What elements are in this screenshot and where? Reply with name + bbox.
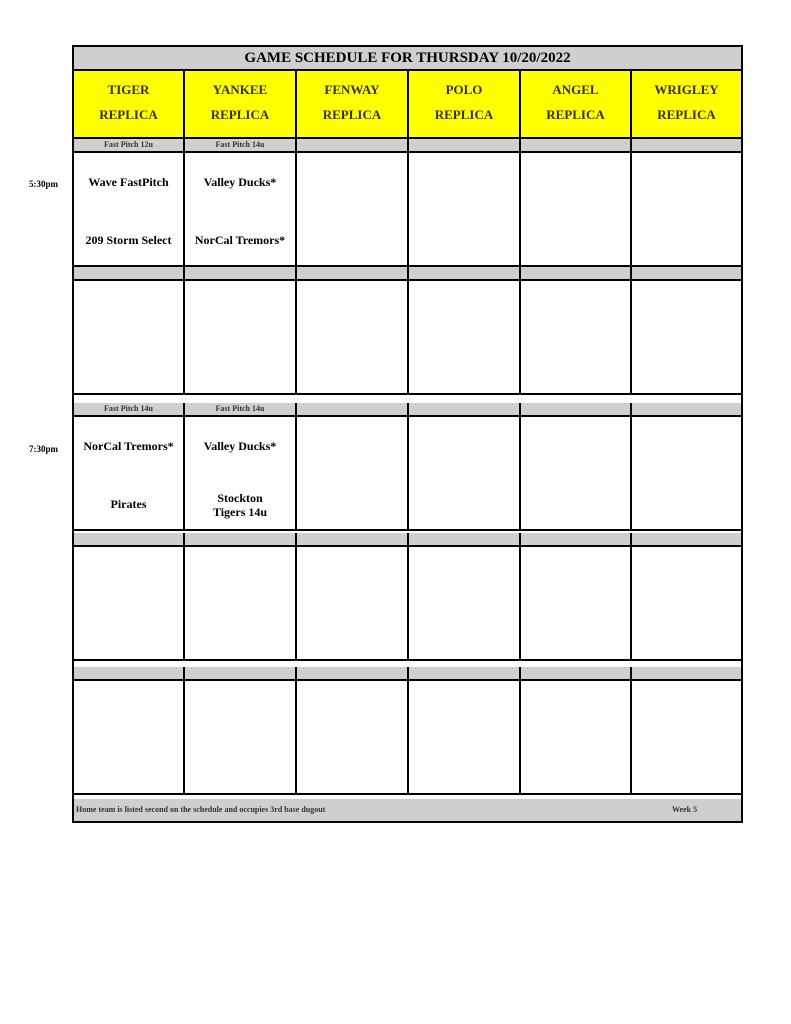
week-label: Week 5: [672, 805, 698, 814]
game-cell: [409, 681, 521, 795]
game-cell: [297, 681, 409, 795]
game-cell: [74, 547, 185, 661]
field-sub: REPLICA: [657, 107, 716, 122]
game-cell: [521, 153, 632, 267]
game-cell: [185, 417, 297, 531]
game-cell: [632, 281, 741, 395]
field-sub: REPLICA: [322, 107, 382, 122]
game-cell: [521, 417, 632, 531]
field-header-tiger: [74, 71, 185, 139]
division-band: [409, 667, 521, 681]
division-band: Fast Pitch 14u: [185, 403, 297, 417]
division-band: [74, 267, 185, 281]
division-band: [409, 533, 521, 547]
game-cell: [409, 153, 521, 267]
division-band: [409, 403, 521, 417]
field-name: ANGEL: [552, 82, 599, 97]
game-cell: [297, 417, 409, 531]
field-name: FENWAY: [324, 82, 380, 97]
division-band: [74, 533, 185, 547]
division-band: [297, 267, 409, 281]
game-cell: [185, 153, 297, 267]
field-name: WRIGLEY: [654, 82, 719, 97]
division-band: [632, 667, 741, 681]
field-name: POLO: [445, 82, 483, 97]
field-header-polo: [409, 71, 521, 139]
division-band: [521, 533, 632, 547]
away-team: Wave FastPitch: [88, 175, 169, 189]
time-label-730: 7:30pm: [29, 444, 58, 454]
game-cell: [521, 547, 632, 661]
game-cell: [297, 281, 409, 395]
field-header-yankee: [185, 71, 297, 139]
division-band: Fast Pitch 14u: [185, 139, 297, 153]
away-team: NorCal Tremors*: [83, 439, 174, 453]
division-band: [632, 403, 741, 417]
game-cell: [185, 681, 297, 795]
game-cell: [632, 681, 741, 795]
division-band: [521, 667, 632, 681]
game-cell: [185, 281, 297, 395]
division-band: [185, 533, 297, 547]
game-cell: [74, 417, 185, 531]
field-sub: REPLICA: [99, 107, 158, 122]
home-team: Stockton Tigers 14u: [212, 491, 268, 519]
division-band: [297, 667, 409, 681]
division-band: [185, 667, 297, 681]
division-band: [409, 267, 521, 281]
division-band: [74, 667, 185, 681]
division-band: [297, 403, 409, 417]
division-band: [297, 139, 409, 153]
game-cell: [632, 153, 741, 267]
game-cell: [185, 547, 297, 661]
game-cell: [74, 281, 185, 395]
field-name: TIGER: [107, 82, 150, 97]
away-team: Valley Ducks*: [203, 175, 277, 189]
game-cell: [632, 547, 741, 661]
game-cell: [297, 153, 409, 267]
division-band: Fast Pitch 14u: [74, 403, 185, 417]
division-band: [297, 533, 409, 547]
game-cell: [409, 417, 521, 531]
field-sub: REPLICA: [546, 107, 605, 122]
field-header-wrigley: [632, 71, 741, 139]
division-band: [521, 403, 632, 417]
game-cell: [521, 681, 632, 795]
field-name: YANKEE: [212, 82, 268, 97]
game-cell: [409, 281, 521, 395]
game-cell: [521, 281, 632, 395]
division-band: [521, 267, 632, 281]
game-cell: [632, 417, 741, 531]
away-team: Valley Ducks*: [203, 439, 277, 453]
field-header-angel: [521, 71, 632, 139]
field-sub: REPLICA: [210, 107, 270, 122]
game-cell: [74, 153, 185, 267]
home-team: Pirates: [110, 497, 147, 511]
field-sub: REPLICA: [434, 107, 494, 122]
division-band: Fast Pitch 12u: [74, 139, 185, 153]
home-team: NorCal Tremors*: [194, 233, 286, 247]
division-band: [632, 267, 741, 281]
division-band: [632, 139, 741, 153]
schedule-title: GAME SCHEDULE FOR THURSDAY 10/20/2022: [74, 47, 741, 71]
time-label-530: 5:30pm: [29, 179, 58, 189]
division-band: [409, 139, 521, 153]
division-band: [521, 139, 632, 153]
schedule-footer: [74, 799, 741, 821]
home-team-note: Home team is listed second on the schedule and occupies 3rd base dugout: [76, 805, 326, 814]
division-band: [632, 533, 741, 547]
game-cell: [409, 547, 521, 661]
game-cell: [74, 681, 185, 795]
game-cell: [297, 547, 409, 661]
home-team: 209 Storm Select: [85, 233, 172, 247]
field-header-fenway: [297, 71, 409, 139]
schedule-sheet: [72, 45, 743, 823]
division-band: [185, 267, 297, 281]
